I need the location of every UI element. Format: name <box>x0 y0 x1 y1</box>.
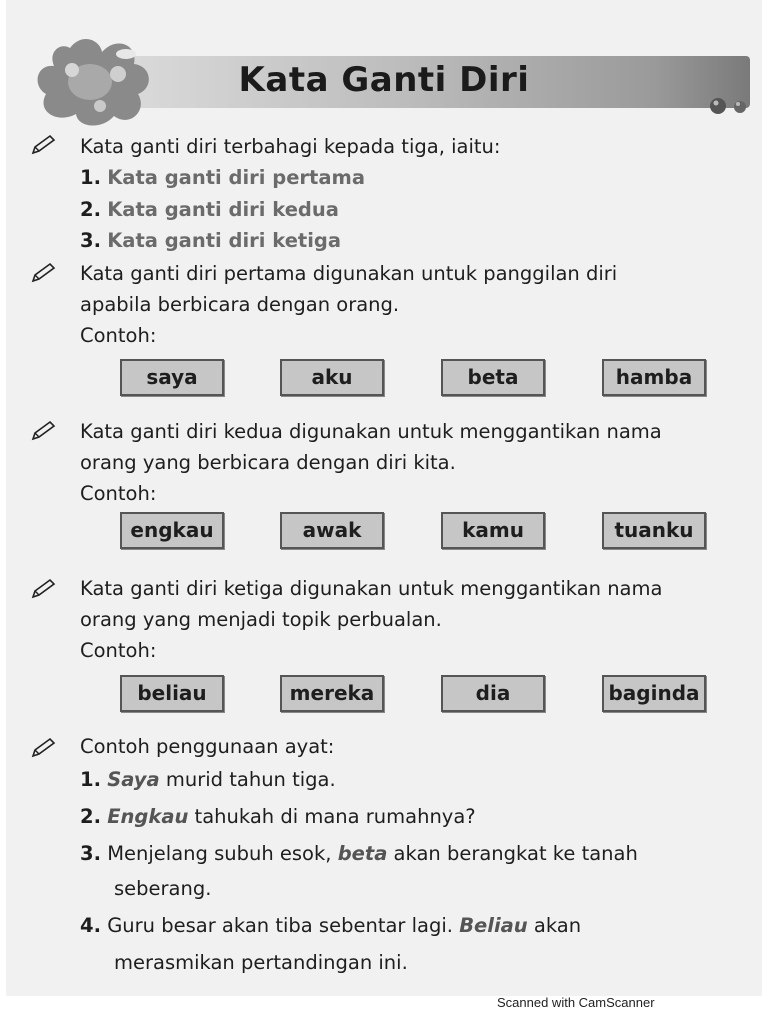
word-box-beliau: beliau <box>120 675 224 712</box>
section2-line2: orang yang berbicara dengan diri kita. <box>80 451 456 474</box>
list-item: 3. Kata ganti diri ketiga <box>80 229 342 252</box>
section2-contoh: Contoh: <box>80 482 157 505</box>
example-sentence-3-cont: seberang. <box>114 877 212 900</box>
pencil-icon <box>30 578 56 600</box>
section1-contoh: Contoh: <box>80 324 157 347</box>
word-box-tuanku: tuanku <box>602 512 706 549</box>
decorative-dots-icon <box>706 96 752 116</box>
section3-contoh: Contoh: <box>80 639 157 662</box>
word-box-aku: aku <box>280 359 384 396</box>
word-box-awak: awak <box>280 512 384 549</box>
word-box-kamu: kamu <box>441 512 545 549</box>
list-item: 1. Kata ganti diri pertama <box>80 166 366 189</box>
intro-text: Kata ganti diri terbahagi kepada tiga, iaitu: <box>80 135 501 158</box>
section3-line1: Kata ganti diri ketiga digunakan untuk menggantikan nama <box>80 577 663 600</box>
word-box-baginda: baginda <box>602 675 706 712</box>
page-title: Kata Ganti Diri <box>238 60 530 100</box>
example-sentence-1: 1. Saya murid tahun tiga. <box>80 768 336 791</box>
word-box-beta: beta <box>441 359 545 396</box>
example-sentence-4: 4. Guru besar akan tiba sebentar lagi. Beliau akan <box>80 914 582 937</box>
word-box-engkau: engkau <box>120 512 224 549</box>
example-sentence-2: 2. Engkau tahukah di mana rumahnya? <box>80 805 476 828</box>
examples-heading: Contoh penggunaan ayat: <box>80 735 335 758</box>
word-box-dia: dia <box>441 675 545 712</box>
pencil-icon <box>30 420 56 442</box>
word-box-hamba: hamba <box>602 359 706 396</box>
section1-line2: apabila berbicara dengan orang. <box>80 293 400 316</box>
section1-line1: Kata ganti diri pertama digunakan untuk panggilan diri <box>80 262 618 285</box>
word-box-saya: saya <box>120 359 224 396</box>
section3-line2: orang yang menjadi topik perbualan. <box>80 608 442 631</box>
pencil-icon <box>30 262 56 284</box>
word-box-mereka: mereka <box>280 675 384 712</box>
pencil-icon <box>30 737 56 759</box>
scanner-watermark: Scanned with CamScanner <box>497 995 655 1010</box>
list-item: 2. Kata ganti diri kedua <box>80 198 339 221</box>
example-sentence-4-cont: merasmikan pertandingan ini. <box>114 951 408 974</box>
example-sentence-3: 3. Menjelang subuh esok, beta akan berangkat ke tanah <box>80 842 638 865</box>
section2-line1: Kata ganti diri kedua digunakan untuk menggantikan nama <box>80 420 662 443</box>
pencil-icon <box>30 134 56 156</box>
